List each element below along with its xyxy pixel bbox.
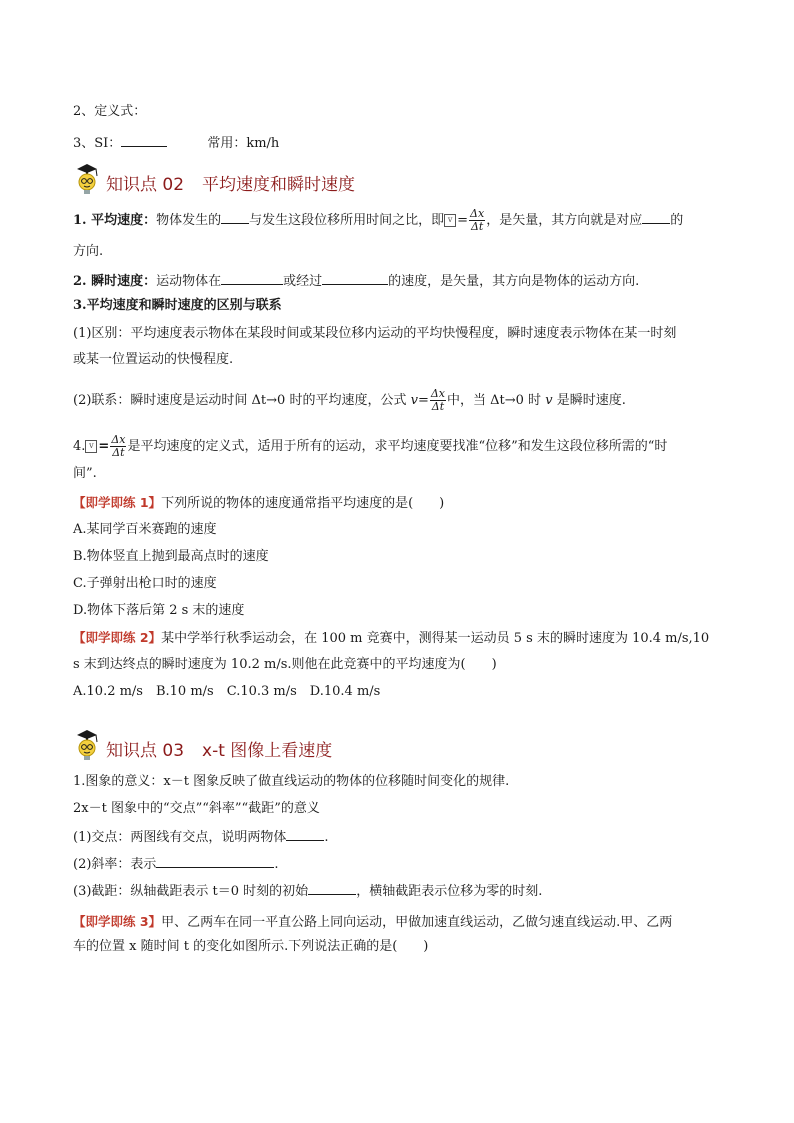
section-title: 平均速度和瞬时速度	[202, 175, 356, 195]
blank	[121, 133, 167, 147]
practice-3-question-2: 车的位置 x 随时间 t 的变化如图所示.下列说法正确的是( )	[73, 939, 429, 954]
blank	[221, 271, 283, 285]
blank	[286, 827, 324, 841]
practice-1-option-b: B.物体竖直上抛到最高点时的速度	[73, 549, 269, 564]
blank	[322, 271, 388, 285]
practice-2-options: A.10.2 m/s B.10 m/s C.10.3 m/s D.10.4 m/s	[73, 684, 381, 699]
practice-1-option-a: A.某同学百米赛跑的速度	[73, 522, 217, 537]
relation-line: (2)联系：瞬时速度是运动时间 Δt→0 时的平均速度，公式 v= $\frac{\Delta x}{\Delta t}$ 中，当 Δt→0 时 v 是瞬时速度.	[73, 387, 626, 413]
definition-4-line-2: 间”.	[73, 466, 97, 481]
fraction: $\frac{\Delta x}{\Delta t}$	[430, 387, 446, 413]
practice-3-question: 【即学即练 3】甲、乙两车在同一平直公路上同向运动，甲做加速直线运动，乙做匀速直线运动.甲、乙两	[73, 914, 673, 930]
scholar-mascot-icon	[70, 160, 104, 196]
scholar-mascot-icon	[70, 726, 104, 762]
practice-tag: 【即学即练 3】	[73, 914, 162, 929]
definition-line: 2、定义式：	[73, 104, 147, 119]
practice-tag: 【即学即练 1】	[73, 495, 162, 510]
blank	[221, 210, 249, 224]
blank	[642, 210, 670, 224]
intersection-line: (1)交点：两图线有交点，说明两物体 .	[73, 827, 329, 847]
practice-1-option-d: D.物体下落后第 2 s 末的速度	[73, 603, 245, 618]
v-bar-icon: v	[444, 214, 456, 227]
section-heading-03	[70, 726, 332, 762]
difference-line-2: 或某一位置运动的快慢程度.	[73, 352, 234, 367]
section-heading-02	[70, 160, 355, 196]
fraction: $\frac{\Delta x}{\Delta t}$	[111, 433, 126, 459]
si-unit-line: 3、SI： 常用：km/h	[73, 133, 279, 153]
practice-2-question: 【即学即练 2】某中学举行秋季运动会，在 100 m 竞赛中，测得某一运动员 5 s 末的瞬时速度为 10.4 m/s,10	[73, 630, 710, 646]
section-number: 知识点 03	[106, 741, 185, 761]
average-speed-line-2: 方向.	[73, 244, 104, 259]
section-title: x-t 图像上看速度	[202, 741, 333, 761]
blank	[156, 854, 274, 868]
practice-2-question-2: s 末到达终点的瞬时速度为 10.2 m/s.则他在此竞赛中的平均速度为( )	[73, 657, 497, 672]
instant-speed-line: 2. 瞬时速度：运动物体在 或经过 的速度，是矢量，其方向是物体的运动方向.	[73, 271, 639, 291]
blank	[308, 881, 356, 895]
xt-features-line: 2x－t 图象中的“交点”“斜率”“截距”的意义	[73, 801, 320, 816]
intercept-line: (3)截距：纵轴截距表示 t＝0 时刻的初始 ，横轴截距表示位移为零的时刻.	[73, 881, 542, 901]
difference-title: 3.平均速度和瞬时速度的区别与联系	[73, 298, 282, 313]
practice-1-question: 【即学即练 1】下列所说的物体的速度通常指平均速度的是( )	[73, 495, 445, 511]
xt-meaning-line: 1.图象的意义：x－t 图象反映了做直线运动的物体的位移随时间变化的规律.	[73, 774, 510, 789]
practice-1-option-c: C.子弹射出枪口时的速度	[73, 576, 217, 591]
slope-line: (2)斜率：表示 .	[73, 854, 279, 874]
section-number: 知识点 02	[106, 175, 185, 195]
average-speed-line: 1. 平均速度：物体发生的 与发生这段位移所用时间之比，即 v = $\frac{\Delta x}{\Delta t}$ ，是矢量，其方向就是对应 的	[73, 207, 684, 233]
definition-4-line: 4. v = $\frac{\Delta x}{\Delta t}$ 是平均速度的定义式，适用于所有的运动，求平均速度要找准“位移”和发生这段位移所需的“时	[73, 433, 668, 459]
fraction: $\frac{\Delta x}{\Delta t}$	[470, 207, 485, 233]
v-bar-icon: v	[85, 440, 97, 453]
difference-line-1: (1)区别：平均速度表示物体在某段时间或某段位移内运动的平均快慢程度，瞬时速度表示物体在某一时刻	[73, 326, 677, 341]
practice-tag: 【即学即练 2】	[73, 630, 162, 645]
